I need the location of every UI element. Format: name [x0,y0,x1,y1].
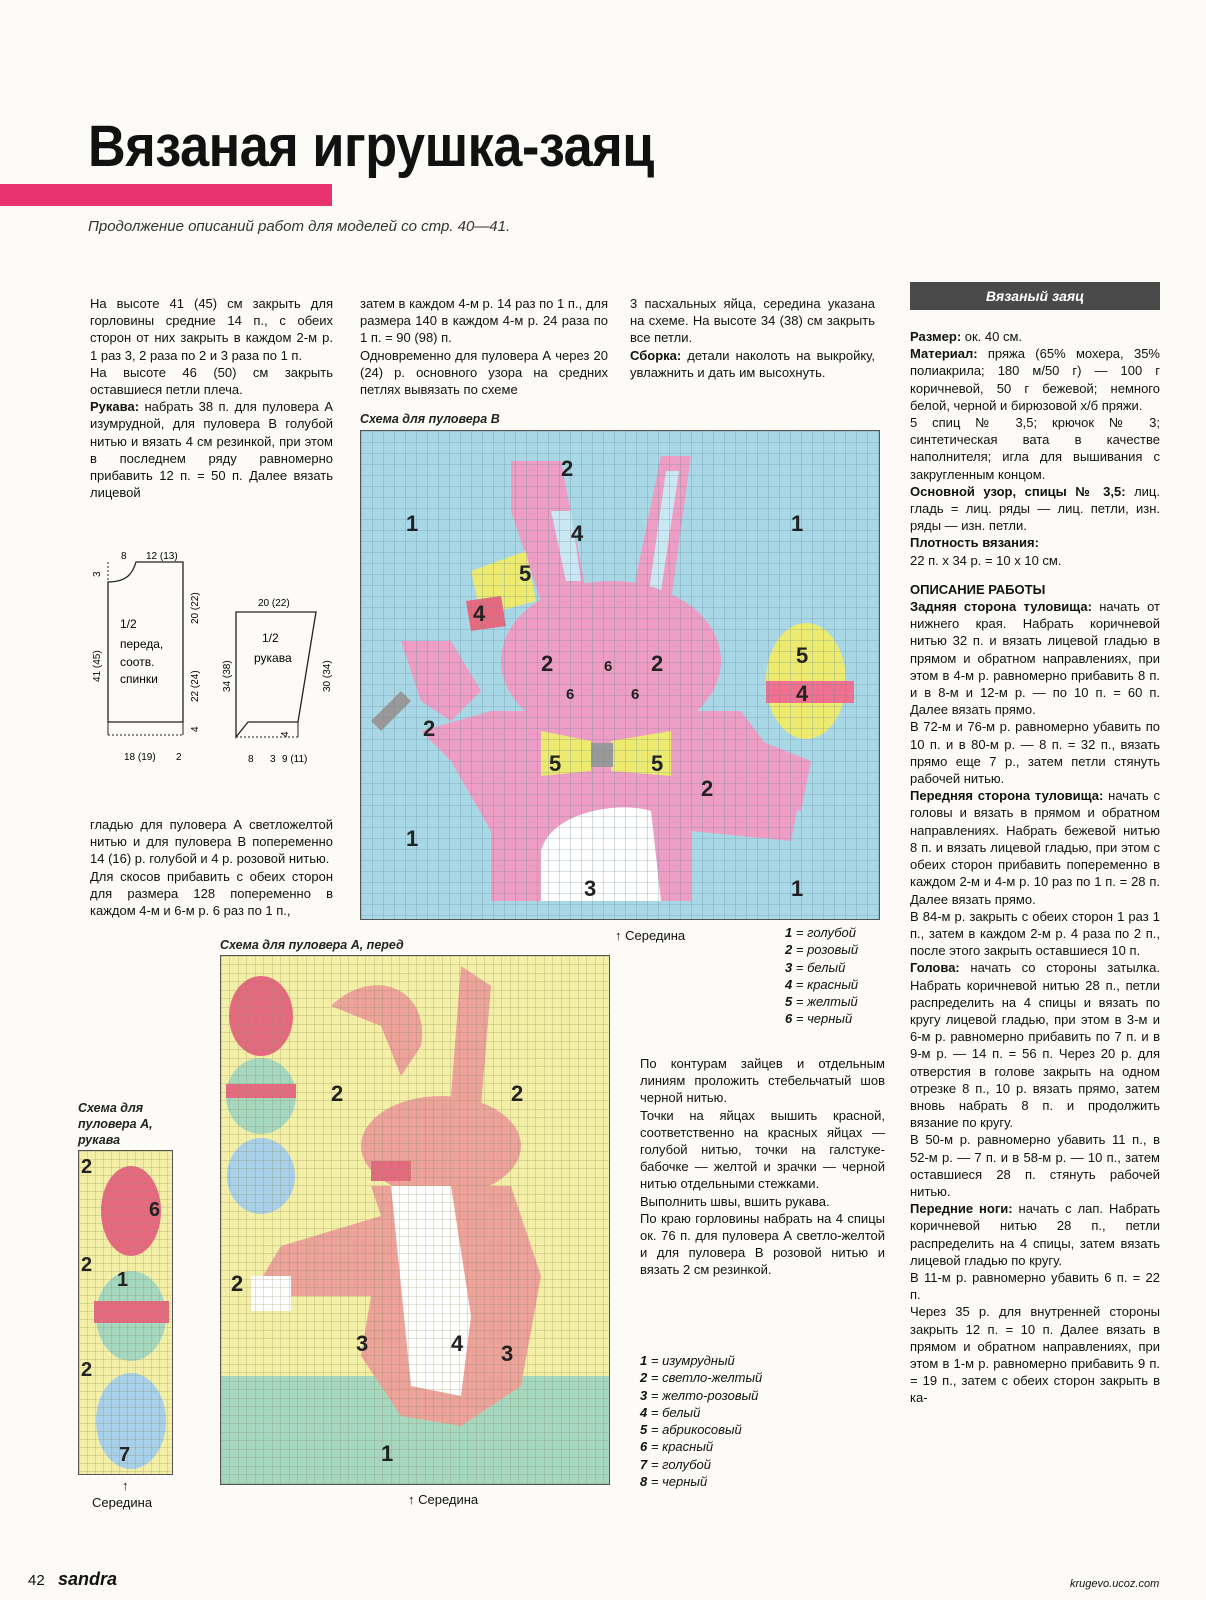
text: начать с лап. Набрать коричневой нитью 28 п., петли распределить на 4 спицы, затем вязать лицевой гладью по кругу. [910,1201,1160,1268]
legend-text: голубой [807,925,857,940]
color-number: 5 [651,751,664,776]
sleeve-center-arrow: ↑ [122,1478,129,1493]
dim-label: 8 [121,552,127,562]
section-heading: ОПИСАНИЕ РАБОТЫ [910,581,1046,597]
paragraph: В 50-м р. равномерно убавить 11 п., в 52-м р. — 7 п. и в 58-м р. — 10 п., затем оставшиеся 28 п. стянуть рабочей нитью. [910,1132,1160,1199]
dim-label: 30 (34) [322,660,333,692]
label: Сборка: [630,347,682,363]
paragraph [910,328,1160,345]
paragraph: По краю горловины набрать на 4 спицы ок. 76 п. для пуловера А светло-желтой и для пуловера В розовой нитью и вязать 2 см резинкой. [640,1210,885,1278]
color-number: 5 [549,751,562,776]
legend-number: 8 [640,1474,648,1490]
text: пряжа (65% мохера, 35% полиакрила; 180 м/50 г) — 100 г коричневой, 50 г бежевой; немного белой, черной и бирюзовой х/б пряжи. [910,346,1160,413]
color-number: 5 [796,643,809,668]
legend-item: 8 = черный [640,1474,708,1490]
legend-text: светло-желтый [662,1370,763,1386]
piece-label: 1/2 [120,617,137,631]
color-number: 2 [231,1271,244,1296]
legend-item: 5 = желтый [785,994,858,1010]
legend-item: 1 = изумрудный [640,1353,735,1368]
paragraph [910,1200,1160,1269]
legend-number: 4 [785,976,793,992]
paragraph: На высоте 41 (45) см закрыть для горловины средние 14 п., с обеих сторон от них закрыть в каждом 2-м р. 1 раз 3, 2 раза по 2 и 3 раза по 1 п. [90,296,333,363]
color-number: 2 [81,1359,93,1381]
page-title: Вязаная игрушка-заяц [88,114,654,179]
color-number: 2 [701,776,714,801]
legend-number: 3 [785,959,793,975]
piece-label: переда, [120,637,164,651]
subtitle: Продолжение описаний работ для моделей со стр. 40—41. [88,218,511,235]
legend-item: 6 = красный [640,1439,714,1455]
caption-line: рукава [78,1133,121,1147]
dim-label: 3 [270,754,276,765]
color-number: 6 [604,658,613,675]
legend-item: 5 = абрикосовый [640,1422,742,1438]
dim-label: 20 (22) [258,598,290,609]
legend-text: черный [662,1474,708,1490]
color-number: 1 [381,1441,394,1466]
dim-label: 12 (13) [146,552,178,562]
paragraph: Точки на яйцах вышить красной, соответственно на красных яйцах — голубой нитью, точки на галстуке-бабочке — желтой и зрачки — черной нитью отдельными стежками. [640,1107,885,1192]
color-number: 1 [406,826,419,851]
legend-number: 6 [785,1011,793,1027]
legend-text: белый [807,959,846,975]
legend-text: изумрудный [662,1353,735,1368]
scheme-sleeve-center-label: Середина [92,1495,153,1510]
piece-label: 1/2 [262,631,279,645]
dim-label: 8 [248,754,254,765]
page-number: 42 [28,1572,45,1589]
paragraph [910,787,1160,907]
paragraph: На высоте 46 (50) см закрыть оставшиеся петли плеча. [90,364,333,398]
piece-label: спинки [120,672,158,686]
paragraph: Выполнить швы, вшить рукава. [640,1193,830,1209]
paragraph [910,345,1160,414]
magazine-logo: sandra [58,1569,118,1589]
color-number: 2 [81,1156,93,1178]
dim-label: 18 (19) [124,752,156,763]
color-number: 2 [511,1081,524,1106]
color-number: 1 [791,876,804,901]
pattern-drawings [88,552,338,777]
scheme-a-legend [640,1352,762,1490]
label: Передняя сторона туловища: [910,788,1104,804]
scheme-sleeve-caption [78,1100,153,1148]
text: детали наколоть на выкройку, увлажнить и дать им высохнуть. [630,347,875,380]
legend-text: красный [807,976,859,992]
color-number: 6 [149,1199,161,1221]
color-number: 4 [473,601,486,626]
legend-number: 1 [640,1353,648,1368]
paragraph: 5 спиц № 3,5; крючок № 3; синтетическая вата в качестве наполнителя; игла для вышивания с закругленным концом. [910,415,1160,482]
scheme-b-chart [360,430,880,920]
scheme-sleeve-chart [78,1150,173,1475]
dim-label: 41 (45) [92,650,103,682]
color-number: 7 [119,1444,131,1466]
front-pattern [92,552,201,763]
label: Плотность вязания: [910,535,1039,551]
label: Материал: [910,346,978,362]
paragraph: Через 35 р. для внутренней стороны закрыть 12 п. = 10 п. Далее вязать в прямом и обратном направлениях, при этом в 1-м р. равномерно прибавить 9 п. = 19 п., затем с обеих сторон закрыть в ка- [910,1304,1160,1406]
color-number: 4 [796,681,809,706]
legend-text: желтый [807,994,858,1010]
legend-item: 4 = красный [785,976,859,992]
text-column-1 [90,295,333,501]
color-number: 3 [356,1331,369,1356]
label: Задняя сторона туловища: [910,599,1092,615]
dim-label: 34 (38) [222,660,233,692]
piece-label: соотв. [120,655,155,669]
legend-text: красный [662,1439,714,1455]
label: Передние ноги: [910,1201,1013,1217]
sidebar-text [910,328,1160,1407]
scheme-a-center-label: ↑ Середина [408,1492,479,1507]
color-number: 4 [451,1331,464,1356]
color-number: 1 [117,1269,129,1291]
paragraph: гладью для пуловера А светложелтой нитью и для пуловера В попеременно 14 (16) р. голубой и 4 р. розовой нитью. [90,817,333,867]
caption-line: пуловера А, [78,1117,153,1131]
legend-number: 2 [785,942,793,958]
legend-item: 6 = черный [785,1011,853,1027]
dim-label: 4 [280,731,291,737]
paragraph: 22 п. х 34 р. = 10 х 10 см. [910,552,1062,568]
paragraph: Для скосов прибавить с обеих сторон для размера 128 попеременно в каждом 4-м и 6-м р. 6 раз по 1 п., [90,868,333,919]
paragraph [910,959,1160,1131]
color-number: 1 [791,511,804,536]
legend-text: желто-розовый [662,1387,759,1403]
legend-number: 5 [785,994,793,1010]
legend-item: 2 = светло-желтый [640,1370,763,1386]
text: начать от нижнего края. Набрать коричневой нитью 32 п. и вязать лицевой гладью в прямом и обратном направлениях, при этом в 4-м р. равномерно прибавить 8 п. и в 8-м и 12-м р. — по 10 п. = 60 п. Далее вязать прямо. [910,599,1160,718]
watermark-site: krugevo.ucoz.com [1070,1578,1160,1590]
dim-label: 22 (24) [190,670,201,702]
caption-line: Схема для [78,1101,144,1115]
legend-item: 2 = розовый [785,942,859,958]
paragraph [90,398,333,501]
piece-label: рукава [254,651,292,665]
legend-number: 6 [640,1439,648,1455]
dim-label: 3 [92,571,103,577]
scheme-b-caption: Схема для пуловера B [360,412,500,426]
sleeve-pattern [222,598,333,765]
paragraph [910,598,1160,718]
color-number: 2 [81,1254,93,1276]
dim-label: 9 (11) [282,754,308,765]
color-number: 5 [519,561,532,586]
text: начать со стороны затылка. Набрать коричневой нитью 28 п., петли распределить на 4 спицы и вязать по кругу лицевой гладью, при этом в 3-м и 6-м р. равномерно прибавить по 7 п. и в 9-м р. — 14 п. = 56 п. Через 20 р. для отверстия в голове закрыть на одном отрезке 8 п., 10 р. вязать прямо, затем вновь набрать 8 п. и продолжить вязание по кругу. [910,960,1160,1131]
text: ок. 40 см. [961,329,1023,344]
text: набрать 38 п. для пуловера А изумрудной, для пуловера В голубой нитью и вязать 4 см резинкой, при этом в последнем ряду равномерно прибавить 12 п. = 50 п. Далее вязать лицевой [90,399,333,501]
text: лиц. гладь = лиц. ряды — лиц. петли, изн. ряды — изн. петли. [910,483,1160,534]
text-column-1b [90,816,333,919]
scheme-a-chart [220,955,610,1485]
color-number: 3 [584,876,597,901]
legend-text: белый [662,1404,701,1420]
color-number: 2 [561,456,574,481]
legend-item: 3 = желто-розовый [640,1387,759,1403]
paragraph: В 72-м и 76-м р. равномерно убавить по 10 п. и в 80-м р. — 8 п. = 32 п., вязать прямо еще 7 р., затем петли стянуть рабочей нитью. [910,719,1160,787]
dim-label: 4 [190,726,201,732]
legend-item: 7 = голубой [640,1456,712,1472]
label: Размер: [910,329,962,344]
legend-text: розовый [807,942,859,958]
dim-label: 20 (22) [190,592,201,624]
paragraph: В 11-м р. равномерно убавить 6 п. = 22 п. [910,1269,1160,1303]
text-column-3b [640,1055,885,1279]
legend-item: 1 = голубой [785,925,857,940]
label: Рукава: [90,399,140,415]
color-number: 4 [571,521,584,546]
color-number: 6 [566,686,575,703]
label: Голова: [910,960,960,976]
legend-number: 3 [640,1387,648,1403]
legend-number: 2 [640,1370,648,1386]
paragraph: 3 пасхальных яйца, середина указана на схеме. На высоте 34 (38) см закрыть все петли. [630,296,875,346]
color-number: 2 [331,1081,344,1106]
paragraph: затем в каждом 4-м р. 14 раз по 1 п., для размера 140 в каждом 4-м р. 24 раза по 1 п. = 90 (98) п. [360,296,608,346]
legend-item: 4 = белый [640,1404,701,1420]
legend-text: черный [807,1011,853,1027]
paragraph: В 84-м р. закрыть с обеих сторон 1 раз 1 п., затем в каждом 2-м р. 4 раза по 2 п., после этого закрыть оставшиеся 10 п. [910,908,1160,959]
paragraph [910,483,1160,535]
color-number: 2 [541,651,554,676]
paragraph [630,347,875,381]
legend-text: абрикосовый [662,1422,742,1438]
color-number: 2 [423,716,436,741]
paragraph [910,534,1160,551]
legend-number: 5 [640,1422,648,1438]
legend-item: 3 = белый [785,959,846,975]
color-number: 3 [501,1341,514,1366]
paragraph: Одновременно для пуловера А через 20 (24) р. основного узора на средних петлях вывязать по схеме [360,347,608,398]
paragraph: По контурам зайцев и отдельным линиям проложить стебельчатый шов черной нитью. [640,1056,885,1106]
text-column-3 [630,295,875,381]
title-accent-bar [0,184,332,206]
legend-number: 1 [785,925,793,940]
text-column-2 [360,295,608,398]
scheme-a-caption: Схема для пуловера А, перед [220,938,404,952]
label: Основной узор, спицы № 3,5: [910,483,1126,499]
color-number: 6 [631,686,640,703]
dim-label: 2 [176,752,182,763]
color-number: 1 [406,511,419,536]
legend-number: 4 [640,1404,648,1420]
scheme-b-legend [785,924,858,1028]
text: начать с головы и вязать в прямом и обратном направлениях. Набрать бежевой нитью 8 п. и вязать лицевой гладью, при этом с обеих сторон прибавить попеременно в каждом 2-м и 4-м р. 10 раз по 1 п. = 28 п. Далее вязать прямо. [910,788,1160,907]
legend-number: 7 [640,1456,648,1472]
legend-text: голубой [662,1456,712,1472]
sidebar-heading: Вязаный заяц [910,282,1160,310]
color-number: 2 [651,651,664,676]
scheme-b-center-label: ↑ Середина [615,928,686,943]
